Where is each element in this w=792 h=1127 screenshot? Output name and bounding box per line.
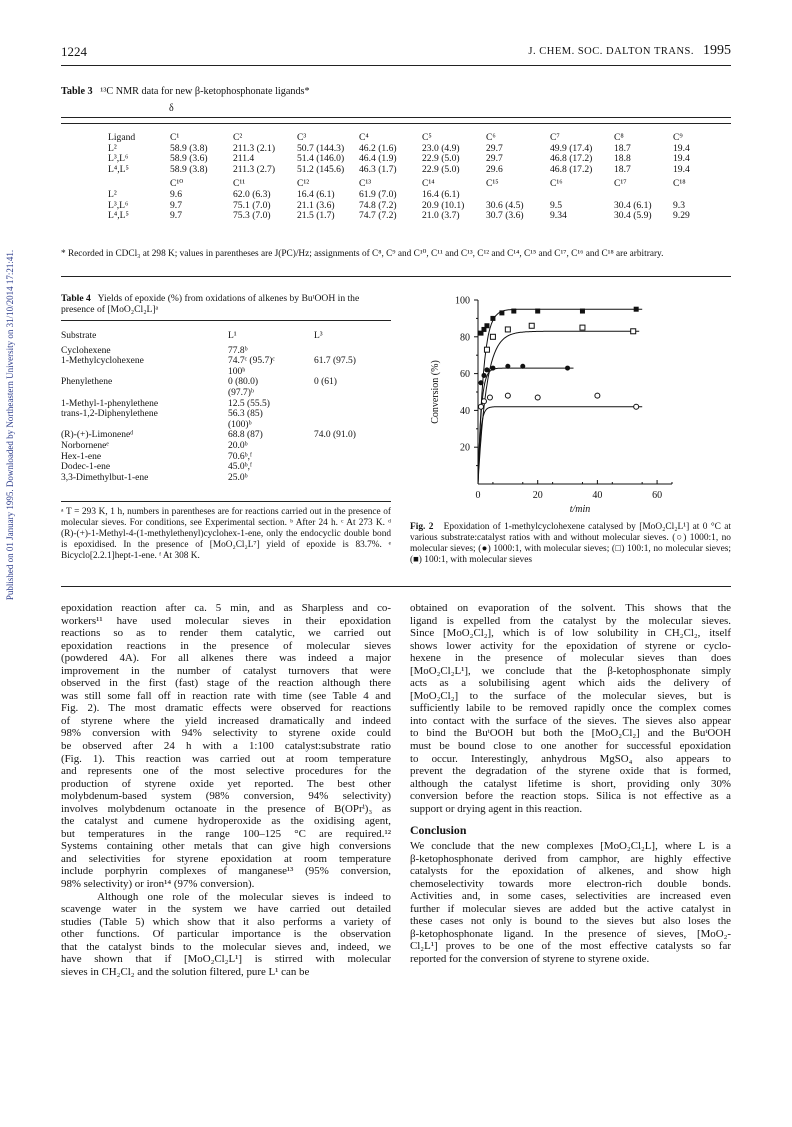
text-line: shows lower activity for the epoxidation of styrene or cyclo- <box>410 639 731 652</box>
table3-cell: L² <box>108 142 117 154</box>
table4-cell-l1: 12.5 (55.5) <box>228 398 270 409</box>
table3-cell: 211.4 <box>233 153 255 165</box>
table3-cell: C¹⁸ <box>673 178 686 190</box>
data-point <box>634 404 639 409</box>
figure-caption <box>410 522 731 566</box>
right-column <box>410 602 731 815</box>
text-line: these cases not only is bound to the sieves but also loses the <box>410 915 731 928</box>
table3-cell <box>486 190 550 201</box>
table3-cell: 9.6 <box>170 188 182 200</box>
text-line: ligand is expelled from the catalyst by the molecular sieves. <box>410 614 731 627</box>
data-point <box>580 309 585 314</box>
table4-cell-substrate: Hex-1-ene <box>61 451 102 462</box>
table3 <box>108 133 723 222</box>
text-line: workers¹¹ have used molecular sieves in their epoxidation <box>61 614 391 627</box>
text-line: include porphyrin complexes of manganese¹³ (95% conversion, <box>61 865 391 878</box>
table3-cell: 58.9 (3.8) <box>170 163 208 175</box>
text-line: Systems containing other metals that can give high conversions <box>61 840 391 853</box>
table3-cell: 18.8 <box>614 153 631 165</box>
table3-row <box>108 165 723 176</box>
text-line: studies (Table 5) which show that it also performs a variety of <box>61 915 391 928</box>
text-line: to occur. Interestingly, anhydrous MgSO₄ also appears to <box>410 752 731 765</box>
x-axis-label: t/min <box>569 504 591 515</box>
table4-cell-l1: 70.6ᵇ,ᶠ <box>228 451 252 462</box>
text-line: obtained on evaporation of the solvent. This shows that the <box>410 602 731 614</box>
table3-cell: C⁶ <box>486 132 496 143</box>
table3-cell: 49.9 (17.4) <box>550 142 593 154</box>
table3-cell: C³ <box>297 132 307 143</box>
table4-caption <box>61 293 391 315</box>
table3-label: Table 3 <box>61 86 93 97</box>
table4-cell-substrate <box>61 420 228 431</box>
table4-row <box>61 430 356 441</box>
table4-cell-substrate: Phenylethene <box>61 377 113 388</box>
text-line: improvement in the number of catalyst turnovers that were <box>61 664 391 677</box>
table4-cell-l3 <box>314 473 356 484</box>
publication-stamp: Published on 01 January 1995. Downloaded by Northeastern University on 31/10/2014 17:21:41. <box>5 249 15 601</box>
table4-row <box>61 462 356 473</box>
table3-cell: 9.5 <box>550 199 562 211</box>
table3-cell: C¹⁰ <box>170 178 184 190</box>
table4-cell-l3 <box>314 462 356 473</box>
table3-cell: 9.3 <box>673 199 685 211</box>
conclusion-heading: Conclusion <box>410 823 467 837</box>
table3-cell: 74.7 (7.2) <box>359 210 397 222</box>
table3-cell: 18.7 <box>614 142 631 154</box>
text-line: sieves in CH₂Cl₂ and the solution filtered, pure L¹ can be <box>61 965 310 978</box>
table4-label: Table 4 <box>61 293 91 304</box>
y-tick-label: 60 <box>460 369 470 381</box>
text-line: although the catalyst lifetime is short, providing only 30% <box>410 777 731 790</box>
table3-cell: 21.5 (1.7) <box>297 210 335 222</box>
text-line: Cl₂L¹] proves to be one of the most effective catalysts so far <box>410 940 731 953</box>
table4-row <box>61 346 356 357</box>
text-line: reactions so as to render them catalytic, we carried out <box>61 627 391 640</box>
table3-header-row <box>108 133 723 144</box>
table4-cell-substrate: Cyclohexene <box>61 345 111 356</box>
figure-caption-text: Epoxidation of 1-methylcyclohexene catalysed by [MoO₂Cl₂L¹] at 0 °C at various substrate:catalyst ratios with and without molecular sieves. (○) 1000:1, no molecular sieves; (●) 1000:1, with molecular sieves; (□) 100:1, no molecular sieves; (■) 100:1, with molecular sieves <box>410 522 731 565</box>
text-line: further if molecular sieves are added but the active catalyst in <box>410 902 731 915</box>
data-point <box>505 327 510 332</box>
table3-cell: 29.7 <box>486 153 503 165</box>
table3-cell: 75.1 (7.0) <box>233 199 271 211</box>
text-line: hexene in the presence of molecular sieves than does <box>410 652 731 665</box>
text-line: involves molybdenum octanoate in the presence of B(OPrⁱ)₃ as <box>61 802 391 815</box>
table3-cell: C⁹ <box>673 132 683 143</box>
journal-name: J. CHEM. SOC. DALTON TRANS. <box>528 46 694 57</box>
data-point <box>535 395 540 400</box>
table3-cell: 46.3 (1.7) <box>359 163 397 175</box>
text-line: but temperatures in the range 100–125 °C are required.¹² <box>61 827 391 840</box>
table3-cell: C¹⁴ <box>422 178 435 190</box>
table3-cell: 30.4 (6.1) <box>614 199 652 211</box>
table3-cell: 46.2 (1.6) <box>359 142 397 154</box>
data-point <box>631 329 636 334</box>
table3-cell: 46.8 (17.2) <box>550 153 593 165</box>
x-tick-label: 40 <box>592 490 603 501</box>
table3-cell: 30.7 (3.6) <box>486 210 524 222</box>
table3-cell: 29.6 <box>486 163 503 175</box>
table4-cell-l1: 74.7ᶜ (95.7)ᶜ <box>228 356 275 367</box>
table3-cell: C¹ <box>170 132 180 143</box>
text-line: Activities and, in some cases, selectivities are increased even <box>410 890 731 903</box>
table4-row <box>61 377 356 388</box>
table4-cell-l3: 74.0 (91.0) <box>314 430 356 441</box>
table4-cell-l1: 45.0ᵇ,ᶠ <box>228 462 252 473</box>
table3-cell: 211.3 (2.1) <box>233 142 276 154</box>
table3-caption-text: ¹³C NMR data for new β-ketophosphonate ligands* <box>100 86 310 97</box>
table4-cell-l3 <box>314 441 356 452</box>
data-point <box>478 380 483 385</box>
table3-cell <box>673 190 723 201</box>
table4-cell-l1: 68.8 (87) <box>228 430 263 441</box>
table3-cell: 16.4 (6.1) <box>297 188 335 200</box>
table3-bottom-rule <box>61 276 731 277</box>
data-point <box>580 325 585 330</box>
table4-row <box>61 473 356 484</box>
table4-row <box>61 367 356 378</box>
table4-cell-l1: 77.8ᵇ <box>228 345 248 356</box>
data-point <box>481 373 486 378</box>
text-line: the catalyst and cumene hydroperoxide as the oxidising agent, <box>61 815 391 828</box>
table3-cell: L⁴,L⁵ <box>108 210 129 222</box>
table4-cell-substrate: (R)-(+)-Limoneneᵈ <box>61 430 134 441</box>
text-line: was still some fall off in reaction rate with time (see Table 4 and <box>61 689 391 702</box>
table3-cell: 30.4 (5.9) <box>614 210 652 222</box>
x-tick-label: 60 <box>652 490 663 501</box>
text-line: epoxidation reactions in the presence of molecular sieves <box>61 639 391 652</box>
table3-cell: L² <box>108 188 117 200</box>
table4-cell-l3 <box>314 452 356 463</box>
table4-cell-l3 <box>314 399 356 410</box>
figure-rule <box>61 586 731 587</box>
text-line: production of styrene oxide yet reported. The best other <box>61 777 391 790</box>
table3-cell: L⁴,L⁵ <box>108 163 129 175</box>
text-line: and represents one of the most selective procedures for the <box>61 765 391 778</box>
text-line: support or drying agent in this reaction. <box>410 802 583 815</box>
text-line: Although one role of the molecular sieves is indeed to <box>61 890 391 903</box>
table3-cell: 9.29 <box>673 210 690 222</box>
table3-cell: C¹¹ <box>233 178 246 190</box>
table4-cell-l1: 56.3 (85) <box>228 409 263 420</box>
table4-cell-l1: 100ᵇ <box>228 366 246 377</box>
text-line: scavenge water in the system we have carried out detailed <box>61 903 391 916</box>
text-line: chemoselectivity towards more electron-rich double bonds. <box>410 877 731 890</box>
table4-cell-l1: 0 (80.0) <box>228 377 259 388</box>
table3-cell: 61.9 (7.0) <box>359 188 397 200</box>
table4-cell-l3: 61.7 (97.5) <box>314 356 356 367</box>
text-line: [MoO₂Cl₂] to the surface of the molecular sieves, but is <box>410 689 731 702</box>
table4-cell-substrate: 1-Methyl-1-phenylethene <box>61 398 159 409</box>
table4-row <box>61 399 356 410</box>
text-line: conversion before the reaction stops. Silica is not effective as a <box>410 790 731 803</box>
table3-row <box>108 190 723 201</box>
figure-label: Fig. 2 <box>410 522 434 532</box>
table3-cell: 58.9 (3.8) <box>170 142 208 154</box>
table3-cell: 21.1 (3.6) <box>297 199 335 211</box>
text-line: have shown that if [MoO₂Cl₂L¹] is stirred with molecular <box>61 953 391 966</box>
text-line: catalysts for the epoxidation of alkenes, and show high <box>410 865 731 878</box>
table3-cell: L³,L⁶ <box>108 199 129 211</box>
text-line: prevent the degradation of the styrene oxide that is formed, <box>410 765 731 778</box>
data-point <box>511 309 516 314</box>
table3-caption <box>61 86 310 97</box>
data-point <box>484 347 489 352</box>
table4-cell-l1: (97.7)ᵇ <box>228 387 254 398</box>
text-line: to bind the BuᵗOOH but both the [MoO₂Cl₂] and the BuᵗOOH <box>410 727 731 740</box>
text-line: 98% selectivity) or iron¹⁴ (97% conversion). <box>61 878 255 891</box>
data-point <box>505 393 510 398</box>
table4-cell-substrate <box>61 388 228 399</box>
data-point <box>565 366 570 371</box>
y-axis-label: Conversion (%) <box>430 360 441 424</box>
text-line: and selectivities for styrene epoxidation at room temperature <box>61 852 391 865</box>
table3-top-rule <box>61 117 731 118</box>
table4-cell-substrate: 1-Methylcyclohexene <box>61 356 144 367</box>
table3-cell <box>108 179 170 190</box>
text-line: sufficiently labile to be removed rapidly once the complex comes <box>410 702 731 715</box>
x-tick-label: 0 <box>475 490 481 501</box>
table3-cell: C² <box>233 132 243 143</box>
y-tick-label: 100 <box>455 295 470 307</box>
data-point <box>520 364 525 369</box>
data-point <box>595 393 600 398</box>
table3-cell: 51.4 (146.0) <box>297 153 345 165</box>
text-line: (powdered 4A). For all alkenes there was indeed a major <box>61 652 391 665</box>
table4-cell-substrate: Norborneneᵉ <box>61 440 109 451</box>
text-line: reported for the conversion of styrene to styrene oxide. <box>410 952 650 965</box>
table3-cell: 50.7 (144.3) <box>297 142 345 154</box>
fit-curve <box>478 331 639 484</box>
fit-curve <box>478 309 642 484</box>
data-point <box>484 367 489 372</box>
y-tick-label: 80 <box>460 332 470 344</box>
table4-row <box>61 441 356 452</box>
table3-cell: 62.0 (6.3) <box>233 188 271 200</box>
table4-row <box>61 409 356 420</box>
table3-cell: 9.7 <box>170 199 182 211</box>
data-point <box>535 309 540 314</box>
table4-cell-l1: 20.0ᵇ <box>228 440 248 451</box>
table4-cell-l1: (100)ᵇ <box>228 419 252 430</box>
text-line: observed in the first (fast) stage of the reaction although there <box>61 677 391 690</box>
text-line: β-ketophosphonate derived from camphor, are highly effective <box>410 852 731 865</box>
table3-delta: δ <box>169 103 174 114</box>
conclusion-text <box>410 840 731 965</box>
table3-cell: C⁵ <box>422 132 432 143</box>
table4-mid-rule <box>61 501 391 502</box>
table4-cell-l3 <box>314 346 356 357</box>
data-point <box>634 307 639 312</box>
table3-cell: 9.7 <box>170 210 182 222</box>
table4-header-substrate: Substrate <box>61 331 97 341</box>
journal-year: 1995 <box>703 43 731 58</box>
table4-cell-l3 <box>314 409 356 420</box>
table4-footnote: ᵃ T = 293 K, 1 h, numbers in parentheses are for reactions carried out in the presence of molecular sieves. For conditions, see Experimental section. ᵇ After 24 h. ᶜ At 273 K. ᵈ (R)-(+)-1-Methyl-4-(1-methylethenyl)cyclohex-1-ene, only the endocyclic double bond is epoxidised. In the presence of [MoO₂Cl₂L⁷] yield of epoxide is 83.7%. ᵉ Bicyclo[2.2.1]hept-1-ene. ᶠ At 308 K. <box>61 507 391 561</box>
fit-curve <box>478 368 574 484</box>
table3-cell: 23.0 (4.9) <box>422 142 460 154</box>
header-rule <box>61 65 731 66</box>
table3-cell: C⁸ <box>614 132 624 143</box>
table3-cell: Ligand <box>108 132 136 143</box>
text-line: acts as a solubilising agent which aids the delivery of <box>410 677 731 690</box>
text-line: other functions. Of particular importance is the observation <box>61 928 391 941</box>
table3-cell: 29.7 <box>486 142 503 154</box>
text-line: We conclude that the new complexes [MoO₂Cl₂L], where L is a <box>410 840 731 852</box>
data-point <box>481 399 486 404</box>
table3-cell: C¹⁷ <box>614 178 627 190</box>
y-tick-label: 40 <box>460 405 470 417</box>
table3-cell: 58.9 (3.6) <box>170 153 208 165</box>
table4-top-rule <box>61 320 391 321</box>
table3-cell: 22.9 (5.0) <box>422 153 460 165</box>
table3-cell: 74.8 (7.2) <box>359 199 397 211</box>
table3-cell: 51.2 (145.6) <box>297 163 345 175</box>
table4-row <box>61 356 356 367</box>
data-point <box>487 395 492 400</box>
text-line: epoxidation reaction after ca. 5 min, and as Sharpless and co- <box>61 602 391 614</box>
text-line: Since [MoO₂Cl₂], which is of low solubility in CH₂Cl₂, itself <box>410 627 731 640</box>
table4-cell-substrate <box>61 367 228 378</box>
left-column <box>61 602 391 978</box>
table4 <box>61 331 391 483</box>
data-point <box>490 316 495 321</box>
text-line: β-ketophosphonate ligand. In the presence of sieves, [MoO₂- <box>410 927 731 940</box>
table3-cell: 20.9 (10.1) <box>422 199 465 211</box>
table4-cell-l3 <box>314 420 356 431</box>
conversion-chart <box>410 288 732 526</box>
table3-cell: L³,L⁶ <box>108 153 129 165</box>
table4-cell-substrate: Dodec-1-ene <box>61 462 111 473</box>
data-point <box>484 323 489 328</box>
table4-row <box>61 388 356 399</box>
table4-cell-l3 <box>314 388 356 399</box>
table3-cell: 18.7 <box>614 163 631 175</box>
table3-cell: C¹³ <box>359 178 372 190</box>
table3-cell: 22.9 (5.0) <box>422 163 460 175</box>
table3-footnote: * Recorded in CDCl₃ at 298 K; values in parentheses are J(PC)/Hz; assignments of C⁸, C⁹ and C¹⁰, C¹¹ and C¹³, C¹² and C¹⁴, C¹⁵ and C¹⁷, C¹⁶ and C¹⁸ are arbitrary. <box>61 249 664 259</box>
table4-cell-substrate: trans-1,2-Diphenylethene <box>61 409 158 420</box>
table3-cell: C¹⁵ <box>486 178 499 190</box>
y-tick-label: 20 <box>460 442 470 454</box>
page-number: 1224 <box>61 44 87 59</box>
data-point <box>499 310 504 315</box>
table3-cell: 19.4 <box>673 163 690 175</box>
text-line: be observed after 24 h with a 1:100 catalyst:substrate ratio <box>61 740 391 753</box>
table4-cell-l3: 0 (61) <box>314 377 337 388</box>
text-line: 98% conversion with 94% selectivity to styrene oxide could <box>61 727 391 740</box>
table4-caption-text: Yields of epoxide (%) from oxidations of alkenes by BuᵗOOH in the presence of [MoO₂Cl₂L]ᵃ <box>61 293 360 315</box>
table3-cell: 46.8 (17.2) <box>550 163 593 175</box>
table3-cell: C⁴ <box>359 132 369 143</box>
table3-cell: C⁷ <box>550 132 560 143</box>
data-point <box>478 404 483 409</box>
table4-cell-l1: 25.0ᵇ <box>228 472 248 483</box>
table4-header-l1: L¹ <box>228 331 237 341</box>
text-line: into contact with the surface of the sieves. The sieves also appear <box>410 714 731 727</box>
table4-header-l3: L³ <box>314 331 323 341</box>
table3-cell: 46.4 (1.9) <box>359 153 397 165</box>
table3-cell: C¹⁶ <box>550 178 563 190</box>
text-line: (Fig. 1). This reaction was carried out at room temperature <box>61 752 391 765</box>
table4-row <box>61 452 356 463</box>
x-tick-label: 20 <box>532 490 543 501</box>
table3-cell: 30.6 (4.5) <box>486 199 524 211</box>
text-line: that the catalyst binds to the molecular sieves and, indeed, we <box>61 940 391 953</box>
table3-cell: 9.34 <box>550 210 567 222</box>
text-line: molybdenum-based system (98% conversion, 94% selectivity) <box>61 790 391 803</box>
table3-cell: 75.3 (7.0) <box>233 210 271 222</box>
fit-curve <box>478 407 642 484</box>
table3-cell <box>550 190 614 201</box>
data-point <box>490 334 495 339</box>
text-line: [MoO₂Cl₂L¹], we conclude that the β-ketophosphonate simply <box>410 664 731 677</box>
table4-cell-substrate: 3,3-Dimethylbut-1-ene <box>61 472 149 483</box>
table3-cell: 211.3 (2.7) <box>233 163 276 175</box>
table4-cell-l3 <box>314 367 356 378</box>
table3-header-row <box>108 179 723 190</box>
table3-top-rule-2 <box>61 123 731 124</box>
table4-row <box>61 420 356 431</box>
table3-cell: C¹² <box>297 178 310 190</box>
data-point <box>529 323 534 328</box>
text-line: Fig. 2). The most dramatic effects were observed for reactions <box>61 702 391 715</box>
table3-cell: 19.4 <box>673 142 690 154</box>
table3-cell: 19.4 <box>673 153 690 165</box>
table3-cell <box>614 190 673 201</box>
table3-cell: 21.0 (3.7) <box>422 210 460 222</box>
data-point <box>490 366 495 371</box>
table3-cell: 16.4 (6.1) <box>422 188 460 200</box>
text-line: must be bound close to one another for successful epoxidation <box>410 740 731 753</box>
table3-row <box>108 211 723 222</box>
text-line: of styrene where the yield increased dramatically and indeed <box>61 714 391 727</box>
data-point <box>505 364 510 369</box>
